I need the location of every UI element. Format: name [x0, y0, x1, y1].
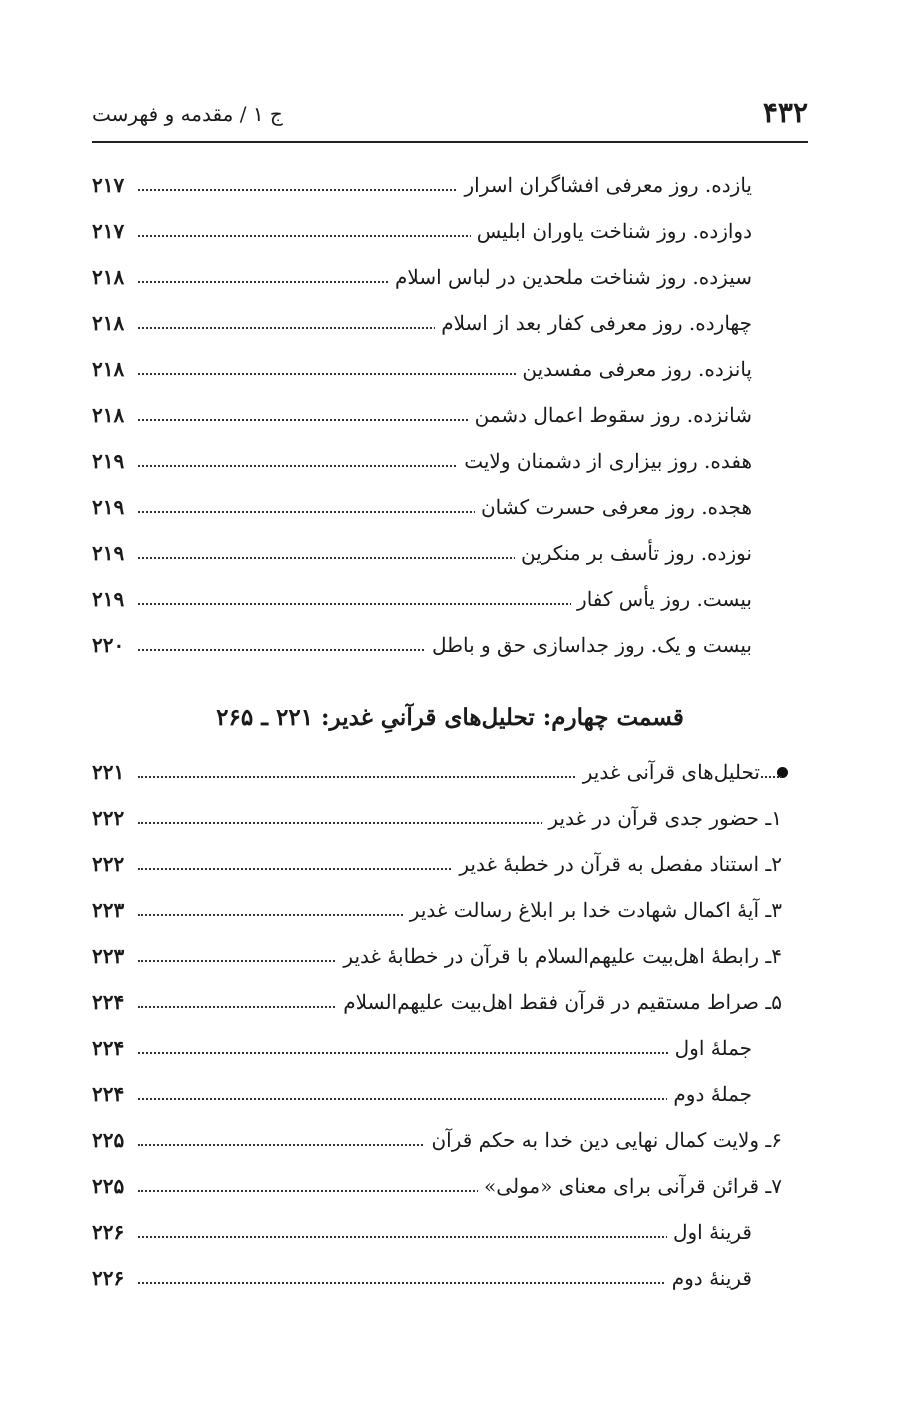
leader-dots	[138, 1052, 752, 1054]
toc-entry-page: ۲۱۹	[92, 441, 128, 481]
toc-entry-text: جملهٔ دوم	[667, 1074, 752, 1114]
toc-entry-text: ۱ـ حضور جدی قرآن در غدیر	[542, 798, 782, 838]
toc-entry-page: ۲۱۸	[92, 257, 128, 297]
section-title: قسمت چهارم: تحلیل‌های قرآنیِ غدیر: ۲۲۱ ـ ۲۶۵	[216, 704, 684, 731]
page-number: ۴۳۲	[762, 96, 808, 129]
toc-entry-text: جملهٔ اول	[669, 1028, 752, 1068]
toc-entry-text: ۶ـ ولایت کمال نهایی دین خدا به حکم قرآن	[425, 1120, 782, 1160]
toc-entry[interactable]	[92, 579, 752, 619]
toc-entry[interactable]	[92, 1212, 752, 1252]
toc-entry-text: ۳ـ آیهٔ اکمال شهادت خدا بر ابلاغ رسالت غدیر	[404, 890, 782, 930]
toc-entry[interactable]	[92, 936, 782, 976]
toc-entry[interactable]	[92, 625, 752, 665]
toc-entry-page: ۲۲۰	[92, 625, 128, 665]
leader-dots	[138, 1098, 752, 1100]
toc-entry-page: ۲۱۹	[92, 487, 128, 527]
toc-entry[interactable]	[92, 441, 752, 481]
toc-entry[interactable]	[92, 395, 752, 435]
toc-entry[interactable]	[92, 1074, 752, 1114]
toc-entry[interactable]	[92, 165, 752, 205]
toc-entry[interactable]	[92, 349, 752, 389]
toc-entry[interactable]	[92, 890, 782, 930]
toc-entry-text: بیست. روز یأس کفار	[571, 579, 752, 619]
toc-entry-page: ۲۱۷	[92, 165, 128, 205]
toc-entry-page: ۲۲۲	[92, 844, 128, 884]
header-rule	[92, 141, 808, 143]
toc-entry-text: ۷ـ قرائن قرآنی برای معنای «مولی»	[478, 1166, 782, 1206]
toc-entry-page: ۲۲۴	[92, 982, 128, 1022]
toc-entry[interactable]	[92, 1258, 752, 1298]
toc-entry-page: ۲۲۶	[92, 1258, 128, 1298]
page-header	[92, 96, 808, 136]
leader-dots	[138, 1236, 752, 1238]
toc-entry-page: ۲۱۹	[92, 579, 128, 619]
toc-entry-page: ۲۱۹	[92, 533, 128, 573]
toc-entry-text: پانزده. روز معرفی مفسدین	[516, 349, 752, 389]
toc-entry-text: هفده. روز بیزاری از دشمنان ولایت	[458, 441, 752, 481]
toc-entry-page: ۲۲۵	[92, 1120, 128, 1160]
toc-entry-page: ۲۲۳	[92, 890, 128, 930]
toc-entry[interactable]	[92, 844, 782, 884]
toc-entry[interactable]	[92, 487, 752, 527]
toc-entry[interactable]	[92, 1120, 782, 1160]
toc-entry[interactable]	[92, 982, 782, 1022]
toc-entry-text: دوازده. روز شناخت یاوران ابلیس	[471, 211, 752, 251]
toc-entry-page: ۲۲۴	[92, 1028, 128, 1068]
toc-entry[interactable]	[92, 752, 782, 792]
toc-entry[interactable]	[92, 211, 752, 251]
toc-entry-text: سیزده. روز شناخت ملحدین در لباس اسلام	[389, 257, 752, 297]
toc-entry-text: نوزده. روز تأسف بر منکرین	[515, 533, 752, 573]
toc-entry-page: ۲۱۸	[92, 395, 128, 435]
toc-entry-text: هجده. روز معرفی حسرت کشان	[475, 487, 752, 527]
toc-entry-text: بیست و یک. روز جداسازی حق و باطل	[426, 625, 752, 665]
toc-entry-text: قرینهٔ اول	[667, 1212, 752, 1252]
toc-entry-text: ۴ـ رابطهٔ اهل‌بیت علیهم‌السلام با قرآن در خطابهٔ غدیر	[337, 936, 782, 976]
running-title: ج ۱ / مقدمه و فهرست	[92, 102, 283, 126]
toc-entry-page: ۲۲۳	[92, 936, 128, 976]
toc-entry-text: تحلیل‌های قرآنی غدیر	[577, 752, 760, 792]
toc-entry-text: شانزده. روز سقوط اعمال دشمن	[469, 395, 752, 435]
toc-entry-page: ۲۲۴	[92, 1074, 128, 1114]
toc-entry[interactable]	[92, 798, 782, 838]
toc-entry[interactable]	[92, 1028, 752, 1068]
toc-entry-page: ۲۱۸	[92, 303, 128, 343]
toc-entry[interactable]	[92, 257, 752, 297]
toc-entry-text: قرینهٔ دوم	[666, 1258, 752, 1298]
toc-entry[interactable]	[92, 533, 752, 573]
toc-entry-page: ۲۱۸	[92, 349, 128, 389]
toc-entry-page: ۲۲۲	[92, 798, 128, 838]
toc-entry[interactable]	[92, 1166, 782, 1206]
toc-entry[interactable]	[92, 303, 752, 343]
toc-entry-text: چهارده. روز معرفی کفار بعد از اسلام	[435, 303, 752, 343]
toc-entry-page: ۲۲۱	[92, 752, 128, 792]
toc-entry-page: ۲۱۷	[92, 211, 128, 251]
toc-entry-text: ۲ـ استناد مفصل به قرآن در خطبهٔ غدیر	[453, 844, 782, 884]
toc-entry-page: ۲۲۶	[92, 1212, 128, 1252]
toc-entry-text: ۵ـ صراط مستقیم در قرآن فقط اهل‌بیت علیهم‌السلام	[337, 982, 782, 1022]
leader-dots	[138, 1282, 752, 1284]
toc-entry-text: یازده. روز معرفی افشاگران اسرار	[458, 165, 752, 205]
toc-entry-page: ۲۲۵	[92, 1166, 128, 1206]
